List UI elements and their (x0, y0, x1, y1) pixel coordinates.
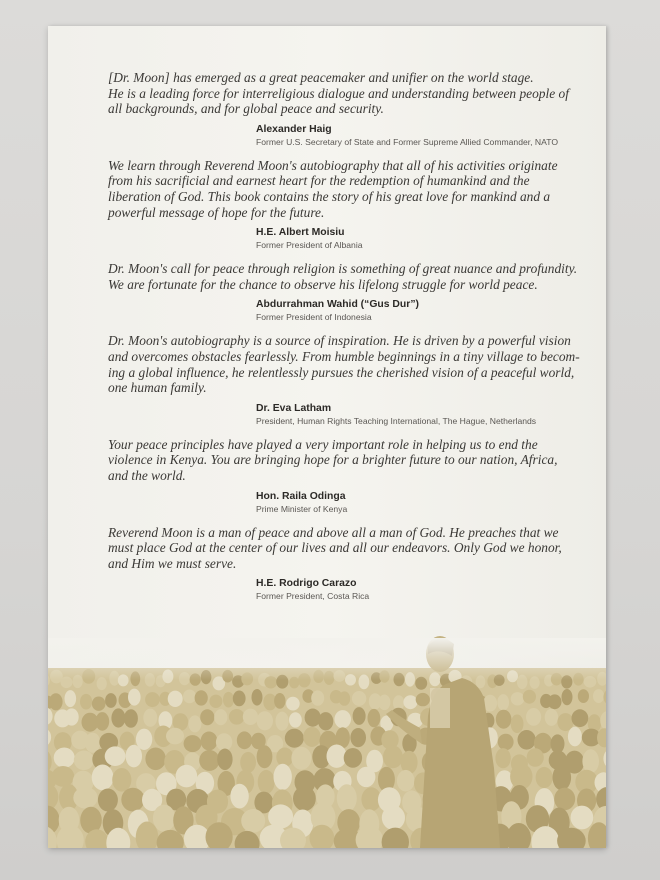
quote-author: Hon. Raila Odinga (256, 490, 346, 502)
crowd-head (293, 786, 316, 811)
quote-text: Your peace principles have played a very important role in helping us to end the violence in Kenya. You are bringing hope for a brighter future to our nation, Africa, and the world. (108, 436, 558, 483)
crowd-head (73, 787, 97, 809)
crowd-head (121, 788, 144, 812)
crowd-photo (48, 598, 606, 848)
crowd-head (153, 805, 175, 832)
crowd-head (536, 767, 553, 788)
quote-text: [Dr. Moon] has emerged as a great peacemaker and unifier on the world stage. He is a leading force for interreligious dialogue and understanding between people of all backgrounds, and for global peace and security. (108, 70, 569, 117)
endorsement (108, 158, 588, 251)
quote-author-role: President, Human Rights Teaching International, The Hague, Netherlands (256, 415, 537, 426)
crowd-head (241, 809, 265, 833)
endorsement (108, 525, 588, 603)
quote-author-role: Former U.S. Secretary of State and Former Supreme Allied Commander, NATO (256, 136, 559, 147)
crowd-illustration (48, 598, 606, 848)
crowd-head (571, 806, 594, 830)
crowd-head (357, 767, 376, 787)
endorsement (108, 70, 588, 148)
quote-text: Dr. Moon's call for peace through religion is something of great nuance and profundity. We are fortunate for the chance to observe his lifelong struggle for world peace. (108, 261, 578, 292)
endorsements-list (108, 70, 588, 612)
crowd-head (258, 770, 275, 794)
quote-author-role: Former President of Albania (256, 240, 363, 251)
endorsement (108, 261, 588, 323)
crowd-head (397, 770, 415, 792)
crowd-head (337, 784, 357, 812)
attribution (256, 402, 588, 427)
quote-author: Dr. Eva Latham (256, 402, 332, 414)
quote-author: H.E. Rodrigo Carazo (256, 578, 357, 590)
photo-fade (48, 638, 606, 758)
quote-text: Reverend Moon is a man of peace and above all a man of God. He preaches that we must place God at the center of our lives and all our endeavors. Only God we honor, and Him we must serve. (108, 524, 562, 571)
crowd-head (112, 768, 131, 792)
attribution (256, 298, 588, 323)
quote-author: Abdurrahman Wahid (“Gus Dur”) (256, 299, 419, 311)
crowd-head (553, 765, 572, 791)
crowd-head (554, 788, 575, 811)
quote-text: We learn through Reverend Moon's autobiography that all of his activities originate from his sacrificial and earnest heart for the redemption of humankind and the liberation of God. This book contains the story of his great love for mankind and a powerful message of hope for the future. (108, 157, 558, 220)
attribution (256, 123, 588, 148)
quote-author-role: Former President, Costa Rica (256, 591, 370, 602)
crowd-head (92, 765, 114, 791)
attribution (256, 226, 588, 251)
quote-author: H.E. Albert Moisiu (256, 227, 345, 239)
endorsement (108, 437, 588, 515)
book-back-cover (48, 26, 606, 848)
quote-author: Alexander Haig (256, 123, 332, 135)
attribution (256, 490, 588, 515)
endorsement (108, 333, 588, 426)
quote-author-role: Former President of Indonesia (256, 312, 372, 323)
crowd-head (274, 764, 292, 790)
crowd-head (98, 789, 118, 812)
crowd-head (382, 806, 405, 830)
quote-author-role: Prime Minister of Kenya (256, 503, 348, 514)
crowd-head (52, 766, 74, 787)
crowd-head (230, 784, 248, 809)
crowd-head (176, 765, 198, 788)
quote-text: Dr. Moon's autobiography is a source of inspiration. He is driven by a powerful vision and overcomes obstacles fearlessly. From humble beginnings in a tiny village to becom- ing a global influence, he relentlessly pursues the cherished vision of a peaceful world, one human family. (108, 333, 580, 396)
